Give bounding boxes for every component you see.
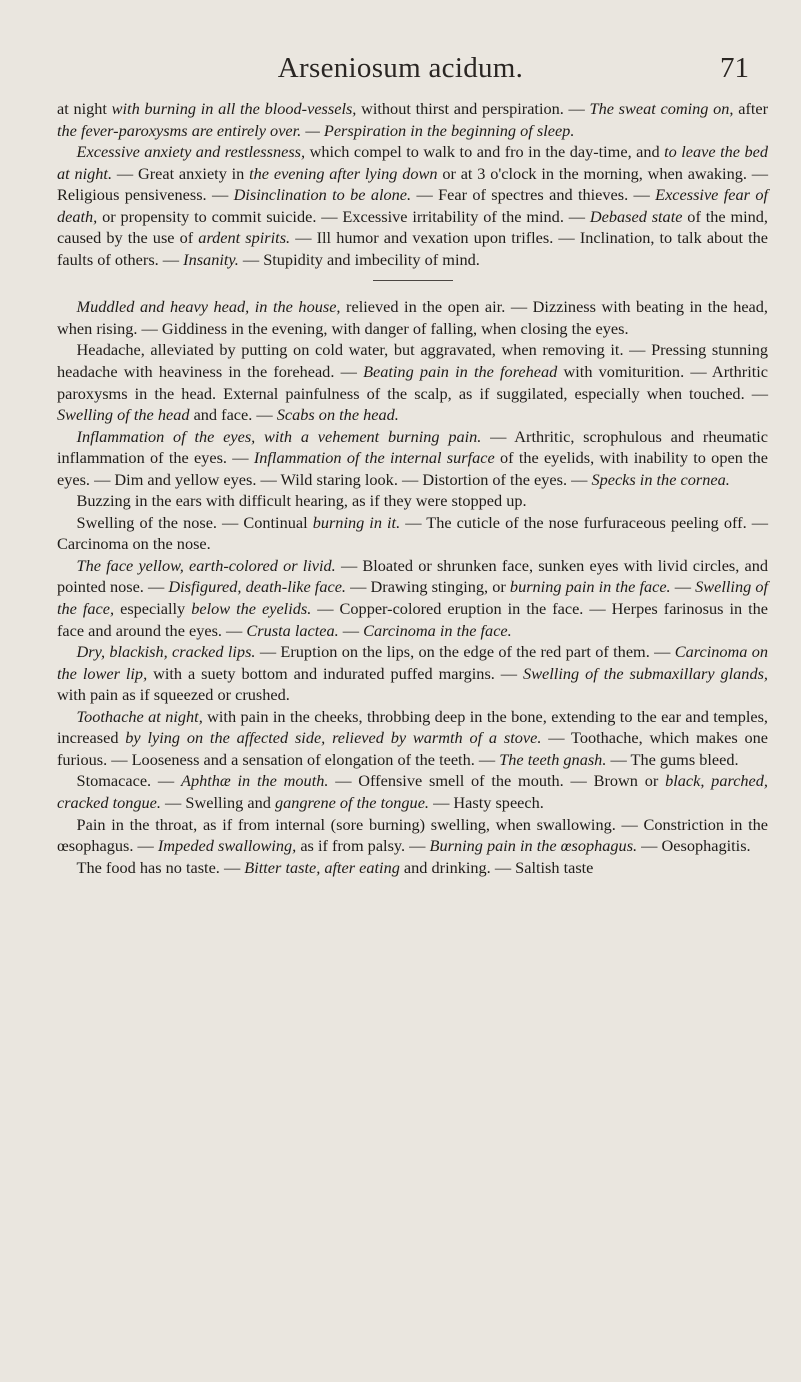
italic-text: with burning in all the blood-vessels,	[111, 99, 357, 118]
italic-text: Burning pain in the œsophagus.	[429, 836, 638, 856]
paragraph	[57, 814, 768, 857]
italic-text: Toothache at night,	[76, 706, 203, 726]
text-run: — The cuticle of the nose furfuraceous peeling off. — Carcinoma on the nose.	[57, 512, 768, 554]
text-run: especially	[114, 599, 192, 619]
paragraph	[57, 98, 768, 141]
text-run: — Bloated or shrunken face, sunken eyes with livid circles, and pointed nose. —	[57, 555, 769, 597]
paragraph	[57, 555, 768, 641]
text-run: or propensity to commit suicide. — Excessive irritability of the mind. —	[97, 206, 590, 226]
text-run: — Great anxiety in	[112, 163, 250, 183]
paragraph	[57, 490, 768, 512]
italic-text: gangrene of the tongue.	[274, 792, 429, 812]
italic-text: Swelling of the face,	[57, 577, 769, 619]
body-text	[57, 98, 768, 878]
text-run: after	[733, 99, 769, 118]
text-run: Headache, alleviated by putting on cold water, but aggravated, when removing it. — Pressing stunning headache with heaviness in the forehead. —	[57, 340, 768, 382]
italic-text: Insanity.	[183, 249, 239, 269]
text-run: and drinking. — Saltish taste	[399, 857, 594, 877]
text-run: — Ill humor and vexation upon trifles. — Inclination, to talk about the faults of others. —	[57, 228, 769, 269]
section-divider	[373, 280, 453, 281]
text-run: — Oesophagitis.	[637, 836, 751, 856]
text-run: with pain in the cheeks, throbbing deep in the bone, extending to the ear and temples, increased	[57, 706, 768, 748]
italic-text: Swelling of the submaxillary glands,	[523, 663, 768, 683]
italic-text: Inflammation of the internal surface	[253, 448, 495, 468]
italic-text: The sweat coming on,	[589, 99, 734, 118]
italic-text: Specks in the cornea.	[591, 469, 730, 489]
paragraph	[57, 706, 768, 771]
text-run: of the mind, caused by the use of	[57, 206, 768, 248]
italic-text: Muddled and heavy head, in the house,	[76, 297, 341, 317]
italic-text: Excessive anxiety and restlessness,	[76, 142, 306, 162]
text-run: — Stupidity and imbecility of mind.	[238, 249, 480, 269]
italic-text: The teeth gnash.	[499, 749, 607, 769]
paragraph	[57, 426, 768, 491]
page-number: 71	[720, 52, 749, 84]
italic-text: Carcinoma on the lower lip,	[57, 642, 769, 683]
paragraph	[57, 512, 768, 555]
italic-text: Disfigured, death-like face.	[168, 577, 346, 597]
italic-text: the evening after lying down	[249, 163, 438, 183]
italic-text: black, parched, cracked tongue.	[57, 771, 768, 812]
italic-text: Debased state	[589, 206, 683, 226]
italic-text: Bitter taste, after eating	[244, 857, 400, 877]
text-run: and face. —	[189, 405, 277, 425]
mind-section	[57, 98, 768, 270]
italic-text: the fever-paroxysms are entirely over. — Perspiration in the beginning of sleep.	[57, 120, 575, 140]
text-run: or at 3 o'clock in the morning, when awaking. — Religious pensiveness. —	[57, 163, 769, 205]
text-run: with a suety bottom and indurated puffed margins. —	[147, 663, 524, 683]
italic-text: Dry, blackish, cracked lips.	[76, 642, 256, 662]
italic-text: Aphthæ in the mouth.	[181, 771, 329, 791]
paragraph	[57, 141, 768, 270]
text-run: The food has no taste. —	[76, 857, 245, 877]
head-and-face-section	[57, 296, 768, 878]
text-run: relieved in the open air. — Dizziness with beating in the head, when rising. — Giddiness in the evening, with danger of falling, when closing the eyes.	[57, 297, 768, 338]
text-run: Swelling of the nose. — Continual	[76, 512, 313, 532]
italic-text: Carcinoma in the face.	[363, 620, 512, 640]
text-run: — Copper-colored eruption in the face. — Herpes farinosus in the face and around the eyes. —	[57, 599, 769, 640]
paragraph	[57, 296, 768, 339]
italic-text: burning pain in the face.	[509, 577, 671, 597]
text-run: —	[338, 620, 364, 640]
text-run: which compel to walk to and fro in the day-time, and	[305, 142, 665, 162]
italic-text: Inflammation of the eyes, with a vehement burning pain.	[76, 426, 482, 446]
italic-text: Scabs on the head.	[276, 405, 399, 425]
page-header	[0, 52, 801, 92]
text-run: — Eruption on the lips, on the edge of the red part of them. —	[255, 642, 675, 662]
text-run: — Fear of spectres and thieves. —	[411, 185, 656, 205]
italic-text: The face yellow, earth-colored or livid.	[76, 555, 336, 575]
text-run: — The gums bleed.	[606, 749, 739, 769]
paragraph	[57, 857, 768, 879]
text-run: — Swelling and	[160, 792, 275, 812]
italic-text: by lying on the affected side, relieved by warmth of a stove.	[125, 728, 542, 748]
paragraph	[57, 770, 768, 813]
text-run: of the eyelids, with inability to open the eyes. — Dim and yellow eyes. — Wild staring look. — Distortion of the eyes. —	[57, 448, 768, 489]
text-run: Stomacace. —	[76, 771, 181, 791]
italic-text: below the eyelids.	[191, 599, 312, 619]
text-run: without thirst and perspiration. —	[356, 99, 590, 118]
text-run: at night	[57, 99, 112, 118]
italic-text: burning in it.	[312, 512, 401, 532]
paragraph	[57, 641, 768, 706]
text-run: — Toothache, which makes one furious. — Looseness and a sensation of elongation of the teeth. —	[57, 728, 768, 769]
text-run: Buzzing in the ears with difficult hearing, as if they were stopped up.	[76, 491, 527, 511]
italic-text: Swelling of the head	[57, 405, 190, 425]
text-run: with pain as if squeezed or crushed.	[57, 685, 290, 705]
italic-text: to leave the bed at night.	[57, 142, 768, 183]
text-run: as if from palsy. —	[296, 836, 430, 856]
italic-text: Disinclination to be alone.	[233, 185, 412, 205]
italic-text: Impeded swallowing,	[157, 836, 297, 856]
text-run: with vomiturition. — Arthritic paroxysms in the head. External painfulness of the scalp, as if suggilated, especially when touched. —	[57, 362, 768, 403]
text-run: — Hasty speech.	[429, 792, 544, 812]
italic-text: Beating pain in the forehead	[363, 362, 558, 382]
italic-text: Excessive fear of death,	[57, 185, 768, 226]
text-run: —	[670, 577, 696, 597]
text-run: — Arthritic, scrophulous and rheumatic inflammation of the eyes. —	[57, 426, 769, 468]
italic-text: Crusta lactea.	[246, 620, 339, 640]
running-title: Arseniosum acidum.	[277, 52, 524, 84]
text-run: — Drawing stinging, or	[346, 577, 510, 597]
italic-text: ardent spirits.	[198, 228, 291, 248]
text-run: — Offensive smell of the mouth. — Brown or	[328, 771, 666, 791]
paragraph	[57, 339, 768, 425]
text-run: Pain in the throat, as if from internal (sore burning) swelling, when swallowing. — Constriction in the œsophagus. —	[57, 814, 768, 856]
